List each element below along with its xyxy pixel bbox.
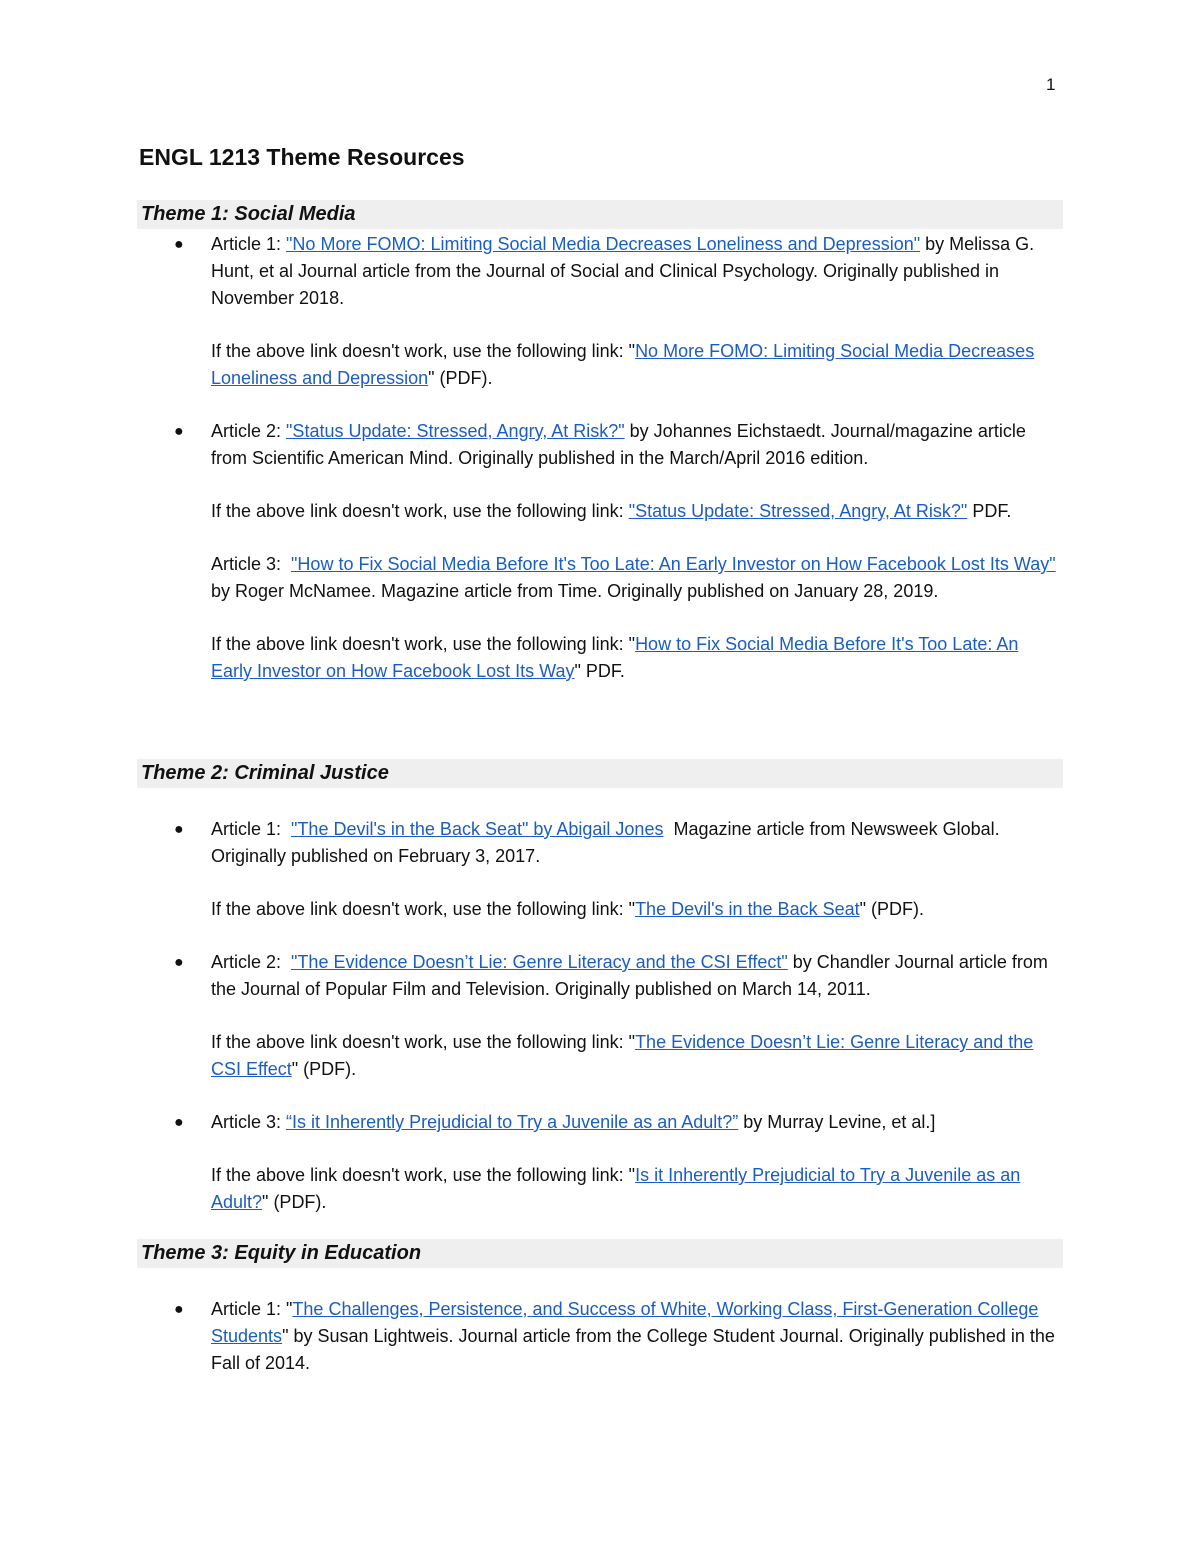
fallback-pdf-link[interactable]: How to Fix Social Media Before It's Too Late: An Early Investor on How Facebook Lost Its Way — [211, 634, 1019, 681]
fallback-suffix: " (PDF). — [859, 899, 924, 919]
article-link[interactable]: "Status Update: Stressed, Angry, At Risk?" — [286, 421, 625, 441]
fallback-suffix: " (PDF). — [428, 368, 493, 388]
list-item: ● Article 1: "The Devil's in the Back Seat" by Abigail Jones Magazine article from Newsweek Global. Originally published on February 3, 2017. If the above link doesn't work, use the following link: "The Devil's in the Back Seat" (PDF). — [137, 816, 1063, 923]
article-link[interactable]: "The Evidence Doesn’t Lie: Genre Literacy and the CSI Effect" — [291, 952, 788, 972]
list-item — [137, 1296, 1063, 1377]
article-description: " by Susan Lightweis. Journal article from the College Student Journal. Originally published in the Fall of 2014. — [211, 1326, 1055, 1373]
article-list — [137, 1296, 1063, 1377]
article-label: Article 2: — [211, 421, 282, 441]
fallback-pdf-link[interactable]: The Devil's in the Back Seat — [635, 899, 860, 919]
theme-1-section — [137, 200, 1063, 685]
fallback-pdf-link[interactable]: No More FOMO: Limiting Social Media Decreases Loneliness and Depression — [211, 341, 1035, 388]
list-item: ● Article 3: “Is it Inherently Prejudicial to Try a Juvenile as an Adult?” by Murray Levine, et al.] If the above link doesn't work, use the following link: "Is it Inherently Prejudicial to Try a Juvenile as an Adult?" (PDF). — [137, 1109, 1063, 1216]
article-description: by Melissa G. Hunt, et al Journal article from the Journal of Social and Clinical Psychology. Originally published in November 2018. — [211, 234, 1035, 308]
bullet-icon: ● — [174, 1114, 184, 1131]
article-description: by Chandler Journal article from the Journal of Popular Film and Television. Originally published on March 14, 2011. — [211, 952, 1048, 999]
bullet-icon: ● — [174, 1301, 184, 1318]
article-label: Article 3: — [211, 554, 282, 574]
article-link[interactable]: "No More FOMO: Limiting Social Media Decreases Loneliness and Depression" — [286, 234, 921, 254]
list-item: ● Article 2: "The Evidence Doesn’t Lie: Genre Literacy and the CSI Effect" by Chandler Journal article from the Journal of Popular Film and Television. Originally published on March 14, 2011. If the above link doesn't work, use the following link: "The Evidence Doesn’t Lie: Genre Literacy and the CSI Effect" (PDF). — [137, 949, 1063, 1083]
fallback-pdf-link[interactable]: The Evidence Doesn’t Lie: Genre Literacy and the CSI Effect — [211, 1032, 1034, 1079]
theme-3-section — [137, 1239, 1063, 1377]
fallback-suffix: PDF. — [972, 501, 1012, 521]
fallback-suffix: " (PDF). — [291, 1059, 357, 1079]
fallback-text: If the above link doesn't work, use the following link: — [211, 634, 624, 654]
article-description: by Roger McNamee. Magazine article from Time. Originally published on January 28, 2019. — [211, 581, 939, 601]
article-label: Article 3: — [211, 1112, 282, 1132]
page-number: 1 — [1046, 75, 1056, 94]
fallback-suffix: " (PDF). — [262, 1192, 327, 1212]
fallback-text: If the above link doesn't work, use the following link: — [211, 1165, 624, 1185]
article-link[interactable]: "How to Fix Social Media Before It's Too Late: An Early Investor on How Facebook Lost Its Way" — [291, 554, 1056, 574]
bullet-icon: ● — [174, 423, 184, 440]
fallback-text: If the above link doesn't work, use the following link: — [211, 341, 624, 361]
article-link[interactable]: "The Devil's in the Back Seat" by Abigail Jones — [291, 819, 664, 839]
article-list — [137, 816, 1063, 1216]
theme-heading: Theme 1: Social Media — [137, 200, 1063, 229]
fallback-text: If the above link doesn't work, use the following link: — [211, 899, 624, 919]
theme-heading: Theme 3: Equity in Education — [137, 1239, 1063, 1268]
article-link[interactable]: The Challenges, Persistence, and Success of White, Working Class, First-Generation College Students — [211, 1299, 1039, 1346]
article-list — [137, 231, 1063, 685]
fallback-text: If the above link doesn't work, use the following link: — [211, 501, 624, 521]
bullet-icon: ● — [174, 821, 184, 838]
fallback-suffix: " PDF. — [574, 661, 625, 681]
article-label: Article 1: — [211, 234, 282, 254]
list-item: ● Article 2: "Status Update: Stressed, Angry, At Risk?" by Johannes Eichstaedt. Journal/magazine article from Scientific American Mind. Originally published in the March/April 2016 edition. If the above link doesn't work, use the following link: "Status Update: Stressed, Angry, At Risk?" PDF. Article 3: "How to Fix Social Media Before It's Too Late: An Early Investor on How Facebook Lost Its Way" by Roger McNamee. Magazine article from Time. Originally published on January 28, 2019. If the above link doesn't work, use the following link: "How to Fix Social Media Before It's Too Late: An Early Investor on How Facebook Lost Its Way" PDF. — [137, 418, 1063, 685]
document-title: ENGL 1213 Theme Resources — [139, 144, 465, 170]
article-label: Article 1: — [211, 819, 282, 839]
fallback-pdf-link[interactable]: "Status Update: Stressed, Angry, At Risk?" — [628, 501, 968, 521]
theme-heading: Theme 2: Criminal Justice — [137, 759, 1063, 788]
bullet-icon: ● — [174, 954, 184, 971]
bullet-icon: ● — [174, 236, 184, 253]
theme-2-section — [137, 759, 1063, 1216]
fallback-text: If the above link doesn't work, use the following link: — [211, 1032, 624, 1052]
fallback-pdf-link[interactable]: Is it Inherently Prejudicial to Try a Juvenile as an Adult? — [211, 1165, 1021, 1212]
article-description: by Murray Levine, et al.] — [743, 1112, 936, 1132]
article-description: Magazine article from Newsweek Global. Originally published on February 3, 2017. — [211, 819, 1000, 866]
article-label: Article 2: — [211, 952, 282, 972]
article-link[interactable]: “Is it Inherently Prejudicial to Try a Juvenile as an Adult?” — [286, 1112, 739, 1132]
article-label: Article 1: " — [211, 1299, 293, 1319]
list-item: ● Article 1: "No More FOMO: Limiting Social Media Decreases Loneliness and Depression" by Melissa G. Hunt, et al Journal article from the Journal of Social and Clinical Psychology. Originally published in November 2018. If the above link doesn't work, use the following link: "No More FOMO: Limiting Social Media Decreases Loneliness and Depression" (PDF). — [137, 231, 1063, 392]
article-description: by Johannes Eichstaedt. Journal/magazine article from Scientific American Mind. Originally published in the March/April 2016 edition. — [211, 421, 1026, 468]
